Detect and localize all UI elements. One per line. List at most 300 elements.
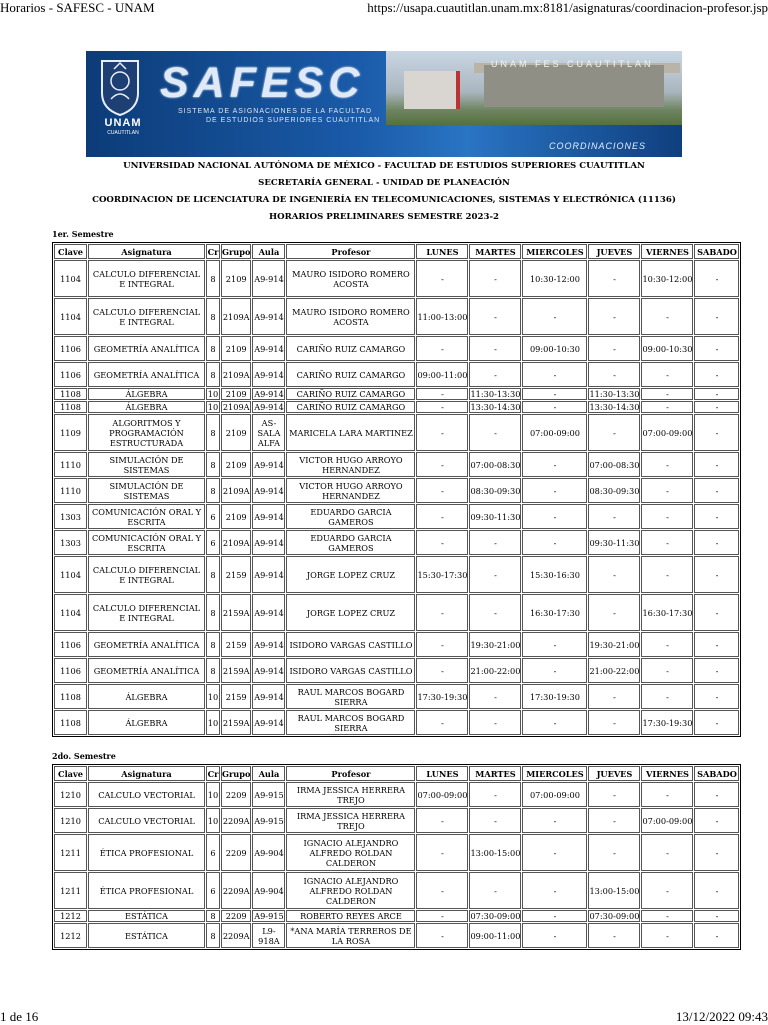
column-header-profesor: Profesor [286, 766, 415, 781]
cell-grupo: 2159A [221, 658, 251, 683]
unam-shield-icon [98, 59, 142, 117]
cell-creditos: 6 [206, 834, 220, 871]
cell-profesor: ISIDORO VARGAS CASTILLO [286, 632, 415, 657]
cell-jueves: 09:30-11:30 [588, 530, 640, 555]
column-header-jueves: JUEVES [588, 244, 640, 259]
cell-profesor: IRMA JESSICA HERRERA TREJO [286, 808, 415, 833]
cell-martes: 21:00-22:00 [469, 658, 521, 683]
cell-miercoles: - [522, 834, 587, 871]
cell-sabado: - [694, 401, 739, 413]
cell-sabado: - [694, 504, 739, 529]
print-timestamp: 13/12/2022 09:43 [675, 1009, 768, 1024]
cell-creditos: 8 [206, 414, 220, 451]
column-header-aula: Aula [252, 244, 285, 259]
cell-jueves: - [588, 260, 640, 297]
cell-clave: 1108 [54, 388, 87, 400]
cell-profesor: CARIÑO RUIZ CAMARGO [286, 336, 415, 361]
cell-profesor: EDUARDO GARCIA GAMEROS [286, 504, 415, 529]
cell-viernes: - [641, 632, 693, 657]
cell-clave: 1106 [54, 632, 87, 657]
cell-sabado: - [694, 260, 739, 297]
title-secretariat: SECRETARÍA GENERAL - UNIDAD DE PLANEACIÓN [258, 178, 510, 188]
cell-creditos: 8 [206, 478, 220, 503]
cell-viernes: - [641, 658, 693, 683]
table-row [54, 336, 739, 361]
cell-profesor: ROBERTO REYES ARCE [286, 910, 415, 922]
cell-miercoles: - [522, 401, 587, 413]
cell-creditos: 10 [207, 389, 219, 399]
cell-profesor: IGNACIO ALEJANDRO ALFREDO ROLDAN CALDERON [286, 872, 415, 909]
table-header-row [54, 766, 739, 781]
cell-clave: 1110 [54, 478, 87, 503]
cell-aula: A9-904 [252, 872, 285, 909]
cell-clave: 1211 [54, 834, 87, 871]
cell-profesor: VICTOR HUGO ARROYO HERNANDEZ [286, 478, 415, 503]
table-row [54, 632, 739, 657]
cell-lunes: - [416, 658, 468, 683]
cell-clave: 1211 [54, 872, 87, 909]
cell-asignatura: CALCULO DIFERENCIAL E INTEGRAL [88, 556, 205, 593]
cell-miercoles: - [522, 910, 587, 922]
column-header-viernes: VIERNES [641, 244, 693, 259]
cell-clave: 1212 [54, 910, 87, 922]
cell-profesor: MAURO ISIDORO ROMERO ACOSTA [286, 260, 415, 297]
cell-martes: 09:00-11:00 [469, 923, 521, 948]
cell-lunes: - [416, 401, 468, 413]
cell-aula: A9-914 [252, 336, 285, 361]
table-row [54, 594, 739, 631]
cell-sabado: - [694, 478, 739, 503]
table-row [54, 401, 739, 413]
cell-martes: - [469, 414, 521, 451]
cell-miercoles: 07:00-09:00 [522, 414, 587, 451]
cell-asignatura: COMUNICACIÓN ORAL Y ESCRITA [88, 504, 205, 529]
cell-grupo: 2159 [221, 684, 251, 709]
cell-profesor: JORGE LOPEZ CRUZ [286, 594, 415, 631]
cell-lunes: 09:00-11:00 [416, 362, 468, 387]
cell-clave: 1104 [54, 594, 87, 631]
cell-lunes: - [416, 530, 468, 555]
table-row [54, 260, 739, 297]
cell-creditos: 8 [206, 362, 220, 387]
cell-viernes: - [641, 684, 693, 709]
cell-martes: - [469, 556, 521, 593]
cell-miercoles: 07:00-09:00 [522, 782, 587, 807]
cell-aula: A9-914 [252, 362, 285, 387]
cell-clave: 1106 [54, 362, 87, 387]
cell-sabado: - [694, 632, 739, 657]
cell-asignatura: GEOMETRÍA ANALÍTICA [88, 658, 205, 683]
cell-lunes: 17:30-19:30 [416, 684, 468, 709]
cell-asignatura: GEOMETRÍA ANALÍTICA [88, 632, 205, 657]
cell-asignatura: SIMULACIÓN DE SISTEMAS [88, 478, 205, 503]
cell-sabado: - [694, 684, 739, 709]
cell-jueves: - [588, 834, 640, 871]
column-header-jueves: JUEVES [588, 766, 640, 781]
cell-jueves: 07:00-08:30 [588, 452, 640, 477]
cell-martes: - [469, 298, 521, 335]
cell-aula: A9-914 [252, 632, 285, 657]
cell-grupo: 2209A [221, 923, 251, 948]
cell-creditos: 8 [206, 632, 220, 657]
cell-miercoles: - [522, 452, 587, 477]
cell-grupo: 2109A [221, 530, 251, 555]
cell-viernes: - [641, 834, 693, 871]
document-titles [0, 158, 768, 226]
cell-asignatura: CALCULO DIFERENCIAL E INTEGRAL [88, 298, 205, 335]
cell-creditos: 8 [206, 260, 220, 297]
cell-aula: A9-915 [252, 782, 285, 807]
cell-asignatura: SIMULACIÓN DE SISTEMAS [88, 452, 205, 477]
cell-lunes: - [416, 710, 468, 735]
table-row [54, 298, 739, 335]
cell-lunes: - [416, 594, 468, 631]
cell-jueves: - [588, 504, 640, 529]
cell-asignatura: CALCULO DIFERENCIAL E INTEGRAL [88, 260, 205, 297]
cell-martes: 11:30-13:30 [470, 389, 521, 399]
cell-martes: 13:00-15:00 [469, 834, 521, 871]
table-row [54, 530, 739, 555]
cell-sabado: - [694, 658, 739, 683]
column-header-martes: MARTES [469, 244, 521, 259]
cell-clave: 1106 [54, 336, 87, 361]
column-header-grupo: Grupo [221, 244, 251, 259]
cell-creditos: 8 [206, 298, 220, 335]
table-row [54, 872, 739, 909]
column-header-clave: Clave [54, 766, 87, 781]
campus-gate [484, 65, 664, 107]
cell-viernes: - [641, 530, 693, 555]
cell-jueves: - [588, 782, 640, 807]
cell-aula: A9-914 [254, 389, 284, 399]
cell-lunes: 07:00-09:00 [416, 782, 468, 807]
cell-aula: A9-914 [252, 658, 285, 683]
page-header-url[interactable]: https://usapa.cuautitlan.unam.mx:8181/asignaturas/coordinacion-profesor.jsp [367, 0, 768, 15]
cell-profesor: IGNACIO ALEJANDRO ALFREDO ROLDAN CALDERON [286, 834, 415, 871]
cell-jueves: - [588, 298, 640, 335]
table-row [54, 556, 739, 593]
semester-2-table [52, 764, 741, 950]
cell-sabado: - [694, 414, 739, 451]
column-header-profesor: Profesor [286, 244, 415, 259]
cell-grupo: 2109A [221, 362, 251, 387]
cell-grupo: 2109A [222, 402, 250, 412]
cell-viernes: 09:00-10:30 [641, 336, 693, 361]
cell-asignatura: ÁLGEBRA [88, 401, 205, 413]
cell-clave: 1106 [54, 658, 87, 683]
table-row [54, 710, 739, 735]
cell-sabado: - [694, 872, 739, 909]
cell-jueves: - [588, 710, 640, 735]
cell-creditos: 8 [206, 556, 220, 593]
cell-jueves: - [588, 556, 640, 593]
cell-asignatura: ESTÁTICA [88, 910, 205, 922]
page-header-title: Horarios - SAFESC - UNAM [0, 0, 155, 15]
cell-jueves: 07:30-09:00 [589, 911, 640, 921]
cell-jueves: 19:30-21:00 [588, 632, 640, 657]
cell-asignatura: ÁLGEBRA [88, 710, 205, 735]
cell-viernes: - [641, 782, 693, 807]
cell-creditos: 8 [206, 658, 220, 683]
table-row [54, 834, 739, 871]
cell-aula: A9-915 [252, 808, 285, 833]
cell-viernes: 07:00-09:00 [641, 808, 693, 833]
cell-viernes: - [641, 452, 693, 477]
cell-martes: - [469, 808, 521, 833]
cell-creditos: 6 [206, 504, 220, 529]
cell-sabado: - [694, 362, 739, 387]
column-header-sabado: SABADO [694, 244, 739, 259]
cell-lunes: - [416, 834, 468, 871]
cell-jueves: - [588, 362, 640, 387]
cell-miercoles: - [522, 478, 587, 503]
cell-creditos: 10 [206, 782, 220, 807]
cell-asignatura: ÉTICA PROFESIONAL [88, 834, 205, 871]
cell-miercoles: 17:30-19:30 [522, 684, 587, 709]
cell-lunes: - [416, 414, 468, 451]
cell-profesor: VICTOR HUGO ARROYO HERNANDEZ [286, 452, 415, 477]
cell-asignatura: ALGORITMOS Y PROGRAMACIÓN ESTRUCTURADA [88, 414, 205, 451]
cell-jueves: 11:30-13:30 [589, 389, 640, 399]
cell-profesor: ISIDORO VARGAS CASTILLO [286, 658, 415, 683]
semester-1-table [52, 242, 741, 737]
cell-creditos: 8 [206, 452, 220, 477]
cell-miercoles: 16:30-17:30 [522, 594, 587, 631]
column-header-asignatura: Asignatura [88, 766, 205, 781]
cell-grupo: 2159A [221, 710, 251, 735]
cell-martes: 19:30-21:00 [469, 632, 521, 657]
table-row [54, 658, 739, 683]
cell-jueves: - [588, 414, 640, 451]
cell-clave: 1104 [54, 260, 87, 297]
cell-profesor: RAUL MARCOS BOGARD SIERRA [286, 710, 415, 735]
column-header-lunes: LUNES [416, 244, 468, 259]
cell-lunes: - [416, 632, 468, 657]
cell-sabado: - [694, 834, 739, 871]
cell-asignatura: GEOMETRÍA ANALÍTICA [88, 336, 205, 361]
cell-miercoles: - [522, 530, 587, 555]
cell-aula: A9-914 [254, 402, 284, 412]
table-row [54, 362, 739, 387]
table-row [54, 504, 739, 529]
column-header-grupo: Grupo [221, 766, 251, 781]
cell-creditos: 10 [206, 684, 220, 709]
table-row [54, 684, 739, 709]
cell-asignatura: ÁLGEBRA [88, 388, 205, 400]
cell-grupo: 2209 [221, 834, 251, 871]
table-row [54, 910, 739, 922]
table-row [54, 414, 739, 451]
cell-clave: 1212 [54, 923, 87, 948]
cell-aula: AS-SALA ALFA [252, 414, 285, 451]
cell-viernes: 10:30-12:00 [641, 260, 693, 297]
cell-martes: - [469, 684, 521, 709]
table-header-row [54, 244, 739, 259]
cell-sabado: - [694, 530, 739, 555]
cell-asignatura: CALCULO VECTORIAL [88, 782, 205, 807]
cell-asignatura: CALCULO DIFERENCIAL E INTEGRAL [88, 594, 205, 631]
cell-creditos: 10 [206, 710, 220, 735]
cell-grupo: 2109A [221, 478, 251, 503]
cell-asignatura: CALCULO VECTORIAL [88, 808, 205, 833]
cell-aula: A9-904 [252, 834, 285, 871]
cell-creditos: 6 [206, 872, 220, 909]
cell-martes: - [469, 872, 521, 909]
cell-clave: 1303 [54, 530, 87, 555]
safesc-brand: SAFESC [160, 59, 365, 107]
cell-jueves: - [588, 336, 640, 361]
cell-clave: 1109 [54, 414, 87, 451]
banner-subtitle-1: SISTEMA DE ASIGNACIONES DE LA FACULTAD [178, 108, 373, 115]
cell-martes: - [469, 362, 521, 387]
cell-grupo: 2209 [221, 910, 251, 922]
cell-grupo: 2109 [221, 336, 251, 361]
column-header-viernes: VIERNES [641, 766, 693, 781]
cell-aula: A9-914 [252, 710, 285, 735]
cell-grupo: 2159 [221, 556, 251, 593]
cell-martes: 07:30-09:00 [470, 911, 521, 921]
cell-aula: A9-914 [252, 478, 285, 503]
cell-grupo: 2209A [221, 872, 251, 909]
cell-creditos: 8 [206, 910, 220, 922]
cell-grupo: 2209A [221, 808, 251, 833]
cell-creditos: 8 [206, 594, 220, 631]
cell-miercoles: - [522, 362, 587, 387]
cell-miercoles: - [522, 710, 587, 735]
cell-sabado: - [694, 594, 739, 631]
cell-clave: 1108 [54, 684, 87, 709]
cell-aula: A9-914 [252, 504, 285, 529]
cell-jueves: - [588, 594, 640, 631]
cell-lunes: - [416, 388, 468, 400]
column-header-creditos: Cr [206, 244, 220, 259]
unam-logo-subtext: CUAUTITLAN [107, 130, 139, 136]
cell-sabado: - [694, 910, 739, 922]
cell-clave: 1108 [54, 710, 87, 735]
title-coordination: COORDINACION DE LICENCIATURA DE INGENIERÍA EN TELECOMUNICACIONES, SISTEMAS Y ELECTRÓNICA (11136) [92, 195, 676, 205]
safesc-banner [86, 51, 682, 157]
cell-sabado: - [694, 336, 739, 361]
table-row [54, 782, 739, 807]
table-row [54, 478, 739, 503]
cell-aula: A9-914 [252, 684, 285, 709]
cell-lunes: - [416, 872, 468, 909]
cell-clave: 1104 [54, 298, 87, 335]
banner-section-label: COORDINACIONES [548, 141, 646, 151]
cell-lunes: 11:00-13:00 [416, 298, 468, 335]
cell-asignatura: COMUNICACIÓN ORAL Y ESCRITA [88, 530, 205, 555]
cell-jueves: 08:30-09:30 [588, 478, 640, 503]
cell-creditos: 8 [206, 923, 220, 948]
cell-clave: 1108 [54, 401, 87, 413]
cell-grupo: 2109A [221, 298, 251, 335]
column-header-aula: Aula [252, 766, 285, 781]
cell-viernes: 07:00-09:00 [641, 414, 693, 451]
cell-viernes: - [641, 401, 693, 413]
cell-martes: 13:30-14:30 [470, 402, 521, 412]
cell-clave: 1210 [54, 782, 87, 807]
cell-asignatura: ÁLGEBRA [88, 684, 205, 709]
cell-profesor: MAURO ISIDORO ROMERO ACOSTA [286, 298, 415, 335]
cell-sabado: - [694, 710, 739, 735]
cell-miercoles: - [522, 388, 587, 400]
cell-jueves: - [588, 684, 640, 709]
column-header-lunes: LUNES [416, 766, 468, 781]
cell-grupo: 2159A [221, 594, 251, 631]
title-university: UNIVERSIDAD NACIONAL AUTÓNOMA DE MÉXICO - FACULTAD DE ESTUDIOS SUPERIORES CUAUTITLAN [123, 161, 645, 171]
cell-aula: A9-914 [252, 530, 285, 555]
column-header-miercoles: MIERCOLES [522, 766, 587, 781]
cell-martes: - [469, 530, 521, 555]
cell-clave: 1303 [54, 504, 87, 529]
cell-lunes: 15:30-17:30 [416, 556, 468, 593]
cell-miercoles: - [522, 298, 587, 335]
cell-jueves: 13:00-15:00 [588, 872, 640, 909]
column-header-miercoles: MIERCOLES [522, 244, 587, 259]
cell-profesor: *ANA MARÍA TERREROS DE LA ROSA [286, 923, 415, 948]
column-header-sabado: SABADO [694, 766, 739, 781]
semester-2-label: 2do. Semestre [52, 751, 116, 761]
cell-sabado: - [694, 452, 739, 477]
cell-martes: 08:30-09:30 [469, 478, 521, 503]
cell-profesor: IRMA JESSICA HERRERA TREJO [286, 782, 415, 807]
cell-aula: A9-914 [252, 298, 285, 335]
cell-lunes: - [416, 504, 468, 529]
cell-creditos: 6 [206, 530, 220, 555]
cell-creditos: 8 [206, 336, 220, 361]
cell-miercoles: 15:30-16:30 [522, 556, 587, 593]
cell-profesor: CARIÑO RUIZ CAMARGO [286, 401, 415, 413]
cell-jueves: - [588, 923, 640, 948]
cell-viernes: - [641, 478, 693, 503]
column-header-clave: Clave [54, 244, 87, 259]
cell-viernes: - [641, 362, 693, 387]
cell-aula: L9-918A [252, 923, 285, 948]
cell-profesor: EDUARDO GARCIA GAMEROS [286, 530, 415, 555]
cell-asignatura: ESTÁTICA [88, 923, 205, 948]
cell-miercoles: - [522, 504, 587, 529]
cell-viernes: - [641, 910, 693, 922]
table-row [54, 808, 739, 833]
cell-grupo: 2209 [221, 782, 251, 807]
column-header-martes: MARTES [469, 766, 521, 781]
page-number: 1 de 16 [0, 1009, 39, 1024]
cell-profesor: CARIÑO RUIZ CAMARGO [286, 388, 415, 400]
cell-profesor: JORGE LOPEZ CRUZ [286, 556, 415, 593]
cell-lunes: - [416, 808, 468, 833]
cell-miercoles: - [522, 872, 587, 909]
cell-clave: 1110 [54, 452, 87, 477]
cell-profesor: RAUL MARCOS BOGARD SIERRA [286, 684, 415, 709]
cell-viernes: 16:30-17:30 [641, 594, 693, 631]
cell-lunes: - [416, 910, 468, 922]
cell-martes: - [469, 594, 521, 631]
column-header-asignatura: Asignatura [88, 244, 205, 259]
cell-aula: A9-914 [252, 452, 285, 477]
column-header-creditos: Cr [206, 766, 220, 781]
cell-miercoles: 09:00-10:30 [522, 336, 587, 361]
cell-viernes: - [641, 298, 693, 335]
table-row [54, 452, 739, 477]
cell-lunes: - [416, 336, 468, 361]
cell-lunes: - [416, 478, 468, 503]
cell-asignatura: ÉTICA PROFESIONAL [88, 872, 205, 909]
cell-aula: A9-914 [252, 260, 285, 297]
cell-grupo: 2109 [221, 504, 251, 529]
cell-viernes: 17:30-19:30 [641, 710, 693, 735]
campus-gate-sign: UNAM FES CUAUTITLAN [491, 59, 654, 69]
table-row [54, 923, 739, 948]
